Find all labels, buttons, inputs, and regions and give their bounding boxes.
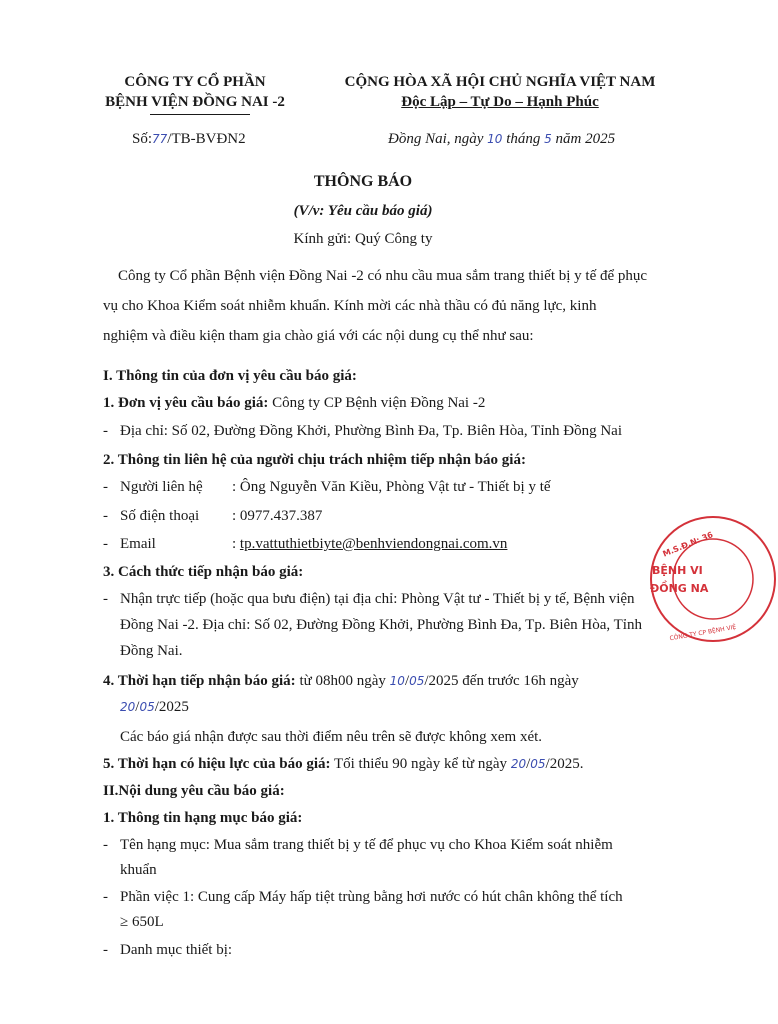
date-year: năm 2025 — [555, 131, 616, 147]
date-month-handwritten: 5 — [544, 132, 552, 146]
bullet: - — [103, 536, 108, 552]
doc-number-suffix: /TB-BVĐN2 — [167, 131, 246, 147]
stamp-text-bottom: CÔNG TY CP BỆNH VIỆ — [669, 623, 737, 643]
part-line-1: Phần việc 1: Cung cấp Máy hấp tiệt trùng bằng hơi nước có hút chân không thể tích — [120, 889, 623, 905]
deadline-end-month: 05 — [139, 700, 155, 714]
contact-label: Người liên hệ — [120, 479, 203, 495]
bullet: - — [103, 837, 108, 853]
bullet: - — [103, 479, 108, 495]
late-note: Các báo giá nhận được sau thời điểm nêu trên sẽ được không xem xét. — [120, 729, 543, 745]
section-1-item-4 — [103, 673, 579, 690]
bullet: - — [103, 942, 108, 958]
doc-number-prefix: Số: — [132, 131, 153, 147]
deadline-sep-1: / — [404, 673, 410, 689]
company-seal-stamp — [648, 514, 778, 644]
section-1-item-2: 2. Thông tin liên hệ của người chịu trách nhiệm tiếp nhận báo giá: — [103, 452, 526, 468]
validity-month: 05 — [530, 757, 546, 771]
validity-label: 5. Thời hạn có hiệu lực của báo giá: — [103, 756, 331, 772]
stamp-text-mid-2: ĐỒNG NA — [650, 582, 709, 595]
phone-label: Số điện thoại — [120, 508, 200, 524]
part-line-2: ≥ 650L — [120, 914, 164, 930]
section-2-heading: II.Nội dung yêu cầu báo giá: — [103, 783, 285, 799]
deadline-end-row — [120, 699, 189, 716]
deadline-start-day: 10 — [389, 674, 405, 688]
email-row — [232, 536, 507, 553]
section-1-item-5 — [103, 756, 583, 773]
validity-text-1: Tối thiểu 90 ngày kể từ ngày — [330, 756, 511, 772]
bullet: - — [103, 591, 108, 607]
bullet: - — [103, 423, 108, 439]
company-underline — [150, 114, 250, 115]
email-colon: : — [232, 536, 240, 552]
document-subject: (V/v: Yêu cầu báo giá) — [293, 203, 433, 219]
deadline-text-3: /2025 — [154, 699, 189, 715]
doc-number — [132, 131, 246, 148]
device-list-label: Danh mục thiết bị: — [120, 942, 233, 958]
deadline-sep-2: / — [135, 699, 140, 715]
doc-date — [388, 131, 615, 148]
validity-text-2: /2025. — [545, 756, 584, 772]
validity-sep: / — [526, 756, 531, 772]
deadline-label: 4. Thời hạn tiếp nhận báo giá: — [103, 673, 296, 689]
greeting: Kính gửi: Quý Công ty — [293, 231, 433, 247]
section-2-item-1: 1. Thông tin hạng mục báo giá: — [103, 810, 303, 826]
section-1-heading: I. Thông tin của đơn vị yêu cầu báo giá: — [103, 368, 357, 384]
intro-line-1: Công ty Cổ phần Bệnh viện Đồng Nai -2 có nhu cầu mua sắm trang thiết bị y tế để phục — [118, 268, 648, 284]
intro-line-3: nghiệm và điều kiện tham gia chào giá với các nội dung cụ thể như sau: — [103, 328, 534, 344]
email-link[interactable]: tp.vattuthietbiyte@benhviendongnai.com.vn — [239, 536, 508, 552]
deadline-text-2: /2025 đến trước 16h ngày — [424, 673, 579, 689]
doc-number-handwritten: 77 — [152, 132, 168, 146]
company-name-line2: BỆNH VIỆN ĐỒNG NAI -2 — [105, 94, 285, 110]
section-1-item-1 — [103, 395, 485, 412]
company-name-line1: CÔNG TY CỔ PHẦN — [124, 74, 266, 90]
receive-line-1: Nhận trực tiếp (hoặc qua bưu điện) tại địa chỉ: Phòng Vật tư - Thiết bị y tế, Bệnh viện — [120, 591, 635, 607]
stamp-text-mid-1: BỆNH VI — [652, 564, 703, 577]
validity-day: 20 — [510, 757, 527, 771]
bullet: - — [103, 508, 108, 524]
requester-value: Công ty CP Bệnh viện Đồng Nai -2 — [268, 395, 486, 411]
date-place: Đồng Nai, ngày — [388, 131, 484, 147]
category-line-2: khuẩn — [120, 862, 157, 878]
phone-value: : 0977.437.387 — [232, 508, 323, 524]
deadline-start-month: 05 — [409, 674, 425, 688]
receive-line-3: Đồng Nai. — [120, 643, 183, 659]
date-month-label: tháng — [506, 131, 541, 147]
bullet: - — [103, 889, 108, 905]
deadline-text-1: từ 08h00 ngày — [295, 673, 390, 689]
nation-motto: Độc Lập – Tự Do – Hạnh Phúc — [401, 94, 599, 110]
nation-title: CỘNG HÒA XÃ HỘI CHỦ NGHĨA VIỆT NAM — [344, 74, 656, 90]
contact-value: : Ông Nguyễn Văn Kiều, Phòng Vật tư - Thiết bị y tế — [232, 479, 551, 495]
category-line-1: Tên hạng mục: Mua sắm trang thiết bị y tế để phục vụ cho Khoa Kiểm soát nhiễm — [120, 837, 613, 853]
intro-line-2: vụ cho Khoa Kiểm soát nhiễm khuẩn. Kính mời các nhà thầu có đủ năng lực, kinh — [103, 298, 597, 314]
stamp-text-top: M.S.Đ.N: 36 — [661, 530, 715, 559]
deadline-end-day: 20 — [120, 700, 136, 714]
date-day-handwritten: 10 — [487, 132, 503, 146]
section-1-item-3: 3. Cách thức tiếp nhận báo giá: — [103, 564, 304, 580]
document-title: THÔNG BÁO — [313, 173, 413, 190]
requester-address: Địa chỉ: Số 02, Đường Đồng Khởi, Phường Bình Đa, Tp. Biên Hòa, Tỉnh Đồng Nai — [120, 423, 622, 439]
requester-label: 1. Đơn vị yêu cầu báo giá: — [103, 395, 269, 411]
receive-line-2: Đồng Nai -2. Địa chỉ: Số 02, Đường Đồng Khởi, Phường Bình Đa, Tp. Biên Hòa, Tỉnh — [120, 617, 642, 633]
email-label: Email — [120, 536, 156, 552]
